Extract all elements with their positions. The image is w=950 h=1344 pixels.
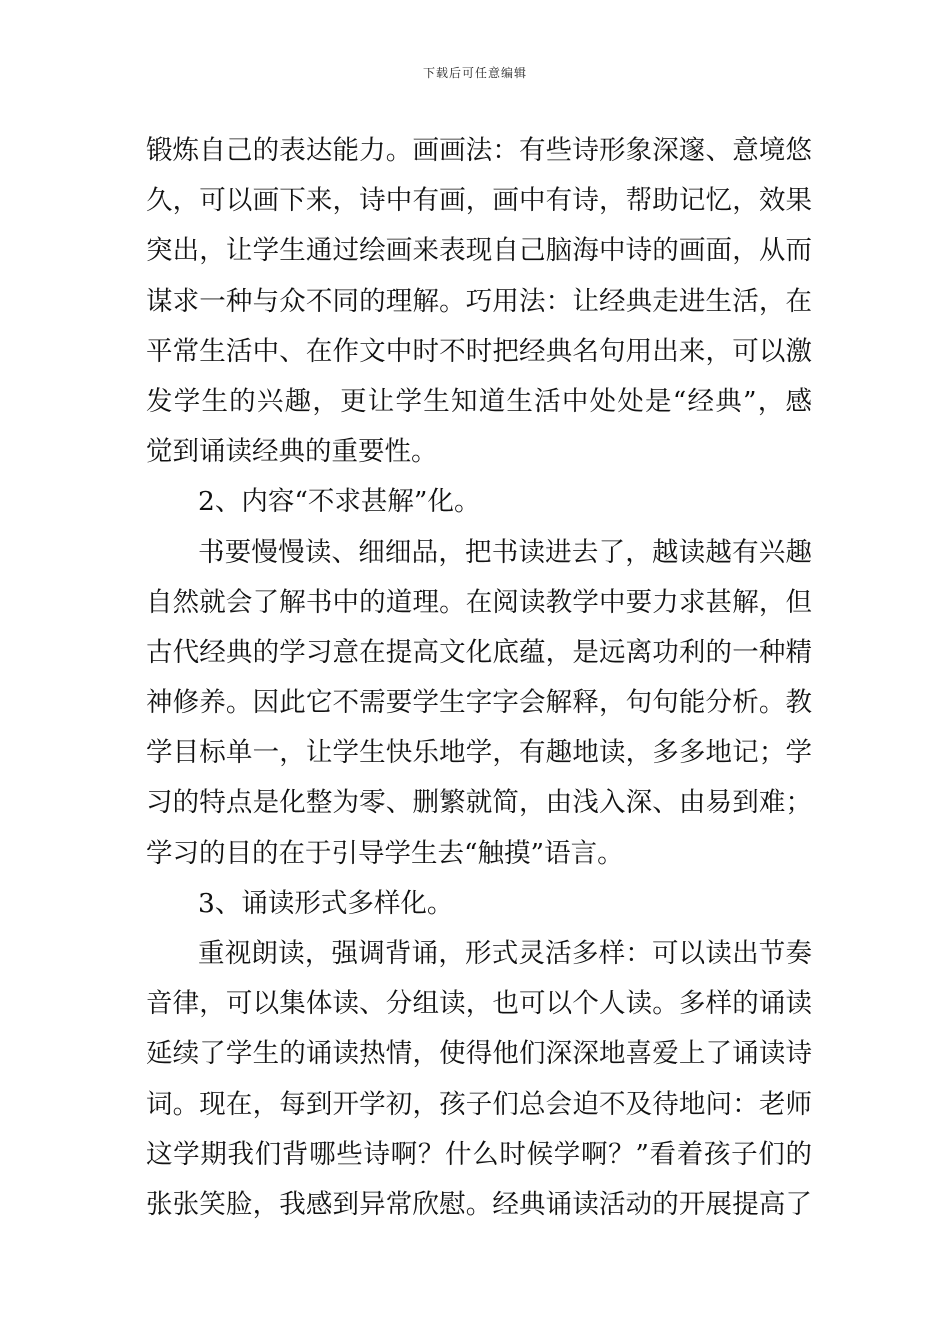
text-line: 学目标单一，让学生快乐地学，有趣地读，多多地记；学 (146, 737, 812, 769)
text-line: 2、内容“不求甚解”化。 (198, 486, 481, 518)
text-line: 发学生的兴趣，更让学生知道生活中处处是“经典”，感 (146, 385, 812, 417)
text-line: 重视朗读，强调背诵，形式灵活多样：可以读出节奏 (198, 938, 812, 969)
text-line: 音律，可以集体读、分组读，也可以个人读。多样的诵读 (146, 988, 812, 1020)
text-line: 觉到诵读经典的重要性。 (146, 436, 438, 468)
text-line: 突出，让学生通过绘画来表现自己脑海中诗的画面，从而 (146, 235, 812, 267)
text-line: 平常生活中、在作文中时不时把经典名句用出来，可以激 (146, 335, 812, 367)
text-line: 谋求一种与众不同的理解。巧用法：让经典走进生活，在 (146, 285, 812, 317)
text-line: 自然就会了解书中的道理。在阅读教学中要力求甚解，但 (146, 586, 812, 618)
text-line: 学习的目的在于引导学生去“触摸”语言。 (146, 837, 624, 869)
text-line: 习的特点是化整为零、删繁就简，由浅入深、由易到难； (146, 787, 812, 819)
text-line: 张张笑脸，我感到异常欣慰。经典诵读活动的开展提高了 (146, 1188, 812, 1220)
text-line: 词。现在，每到开学初，孩子们总会迫不及待地问：老师 (146, 1088, 812, 1120)
text-line: 古代经典的学习意在提高文化底蕴，是远离功利的一种精 (146, 636, 812, 668)
text-line: 延续了学生的诵读热情，使得他们深深地喜爱上了诵读诗 (146, 1038, 812, 1070)
text-line: 锻炼自己的表达能力。画画法：有些诗形象深邃、意境悠 (146, 135, 812, 166)
text-line: 书要慢慢读、细细品，把书读进去了，越读越有兴趣 (198, 536, 812, 568)
body-text (146, 126, 812, 1230)
text-line: 这学期我们背哪些诗啊？什么时候学啊？”看着孩子们的 (146, 1138, 812, 1170)
text-line: 久，可以画下来，诗中有画，画中有诗，帮助记忆，效果 (146, 185, 812, 217)
text-line: 3、诵读形式多样化。 (198, 887, 454, 919)
page-header: 下载后可任意编辑 (422, 66, 527, 80)
text-line: 神修养。因此它不需要学生字字会解释，句句能分析。教 (146, 687, 812, 719)
